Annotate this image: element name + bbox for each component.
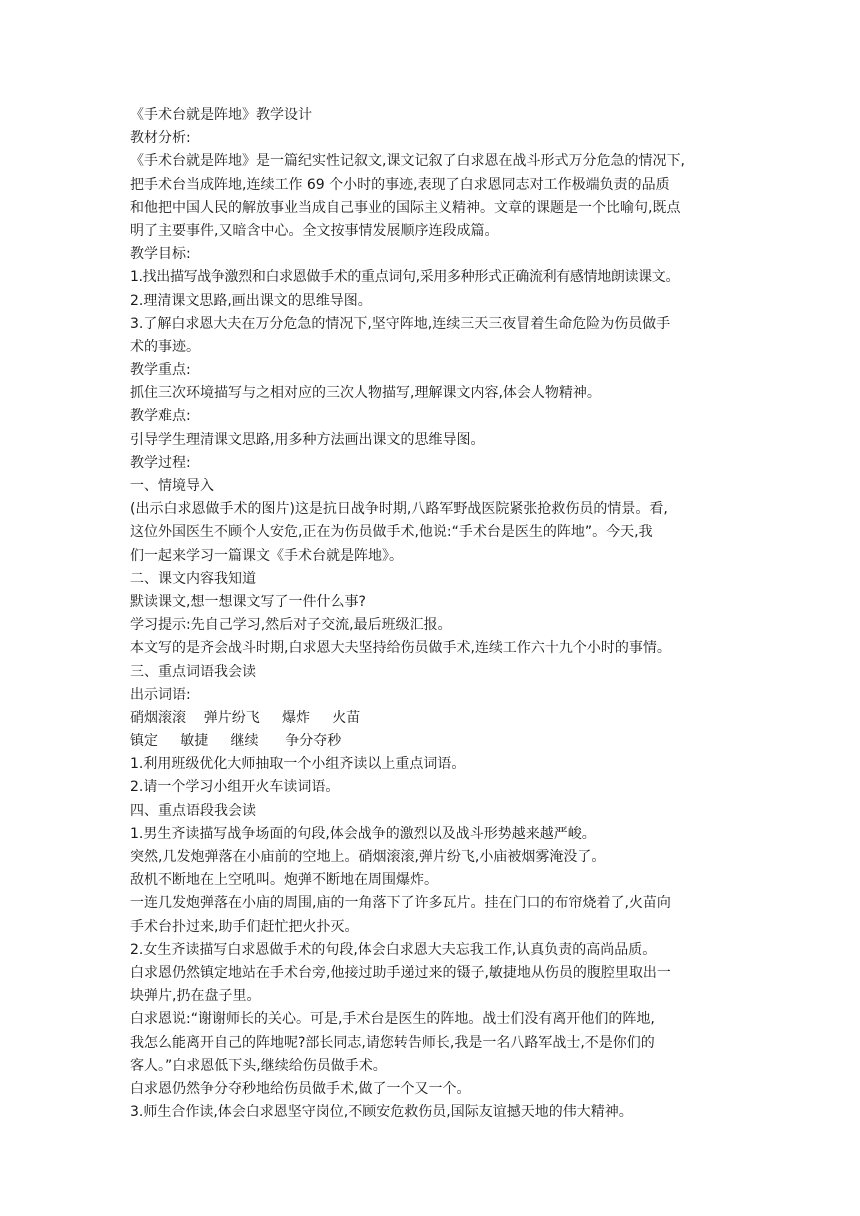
section-heading-teaching-process: 教学过程: [130, 454, 191, 471]
paragraph-line: 《手术台就是阵地》是一篇纪实性记叙文,课文记叙了白求恩在战斗形式万分危急的情况下, [130, 153, 685, 170]
activity-item-1: 1.利用班级优化大师抽取一个小组齐读以上重点词语。 [130, 756, 466, 773]
section-heading-key-points: 教学重点: [130, 362, 191, 379]
step-heading-4: 四、重点语段我会读 [130, 802, 256, 819]
paragraph-line: 们一起来学习一篇课文《手术台就是阵地》。 [130, 547, 403, 564]
step-heading-1: 一、情境导入 [130, 478, 214, 494]
paragraph-line: 抓住三次环境描写与之相对应的三次人物描写,理解课文内容,体会人物精神。 [130, 385, 601, 402]
step-heading-3: 三、重点词语我会读 [130, 663, 256, 680]
paragraph-line: 白求恩说:“谢谢师长的关心。可是,手术台是医生的阵地。战士们没有离开他们的阵地, [130, 1011, 655, 1028]
step-heading-2: 二、课文内容我知道 [130, 570, 256, 587]
paragraph-line: 突然,几发炮弹落在小庙前的空地上。硝烟滚滚,弹片纷飞,小庙被烟雾淹没了。 [130, 849, 606, 865]
activity-item-2: 2.请一个学习小组开火车读词语。 [130, 779, 340, 796]
word-list-line: 硝烟滚滚 弹片纷飞 爆炸 火苗 [130, 709, 361, 726]
paragraph-line: 明了主要事件,又暗含中心。全文按事情发展顺序连段成篇。 [130, 222, 499, 239]
word-list-line: 镇定 敏捷 继续 争分夺秒 [130, 733, 342, 750]
paragraph-line: 敌机不断地在上空吼叫。炮弹不断地在周围爆炸。 [130, 872, 438, 889]
paragraph-line: 我怎么能离开自己的阵地呢?部长同志,请您转告师长,我是一名八路军战士,不是你们的 [130, 1034, 655, 1051]
paragraph-line: 和他把中国人民的解放事业当成自己事业的国际主义精神。文章的课题是一个比喻句,既点 [130, 199, 681, 216]
reading-item-2: 2.女生齐读描写白求恩做手术的句段,体会白求恩大夫忘我工作,认真负责的高尚品质。 [130, 941, 657, 958]
paragraph-line: 术的事迹。 [130, 338, 200, 355]
goal-item-3: 3.了解白求恩大夫在万分危急的情况下,坚守阵地,连续三天三夜冒着生命危险为伤员做手 [130, 315, 671, 332]
paragraph-line: 把手术台当成阵地,连续工作 69 个小时的事迹,表现了白求恩同志对工作极端负责的品质 [130, 176, 670, 193]
paragraph-line: 块弹片,扔在盘子里。 [130, 988, 261, 1005]
goal-item-2: 2.理清课文思路,画出课文的思维导图。 [130, 292, 372, 309]
section-heading-teaching-goals: 教学目标: [130, 246, 191, 263]
reading-item-1: 1.男生齐读描写战争场面的句段,体会战争的激烈以及战斗形势越来越严峻。 [130, 825, 596, 842]
section-heading-material-analysis: 教材分析: [130, 130, 191, 147]
document-title: 《手术台就是阵地》教学设计 [130, 107, 312, 123]
paragraph-line: 学习提示:先自己学习,然后对子交流,最后班级汇报。 [130, 617, 452, 634]
paragraph-line: 默读课文,想一想课文写了一件什么事? [130, 593, 366, 610]
paragraph-line: 手术台扑过来,助手们赶忙把火扑灭。 [130, 918, 359, 935]
paragraph-line: 出示词语: [130, 686, 191, 703]
paragraph-line: 引导学生理清课文思路,用多种方法画出课文的思维导图。 [130, 431, 485, 448]
paragraph-line: 一连几发炮弹落在小庙的周围,庙的一角落下了许多瓦片。挂在门口的布帘烧着了,火苗向 [130, 895, 671, 912]
paragraph-line: 白求恩仍然争分夺秒地给伤员做手术,做了一个又一个。 [130, 1080, 471, 1097]
document-body [130, 104, 748, 1124]
section-heading-difficulties: 教学难点: [130, 408, 191, 425]
paragraph-line: 本文写的是齐会战斗时期,白求恩大夫坚持给伤员做手术,连续工作六十九个小时的事情。 [130, 640, 671, 657]
paragraph-line: 这位外国医生不顾个人安危,正在为伤员做手术,他说:“手术台是医生的阵地”。今天,我 [130, 524, 653, 541]
paragraph-line: (出示白求恩做手术的图片)这是抗日战争时期,八路军野战医院紧张抢救伤员的情景。看, [130, 501, 668, 518]
paragraph-line: 客人。”白求恩低下头,继续给伤员做手术。 [130, 1057, 387, 1074]
paragraph-line: 白求恩仍然镇定地站在手术台旁,他接过助手递过来的镊子,敏捷地从伤员的腹腔里取出一 [130, 964, 671, 981]
reading-item-3: 3.师生合作读,体会白求恩坚守岗位,不顾安危救伤员,国际友谊撼天地的伟大精神。 [130, 1104, 633, 1121]
goal-item-1: 1.找出描写战争激烈和白求恩做手术的重点词句,采用多种形式正确流利有感情地朗读课文。 [130, 269, 680, 286]
